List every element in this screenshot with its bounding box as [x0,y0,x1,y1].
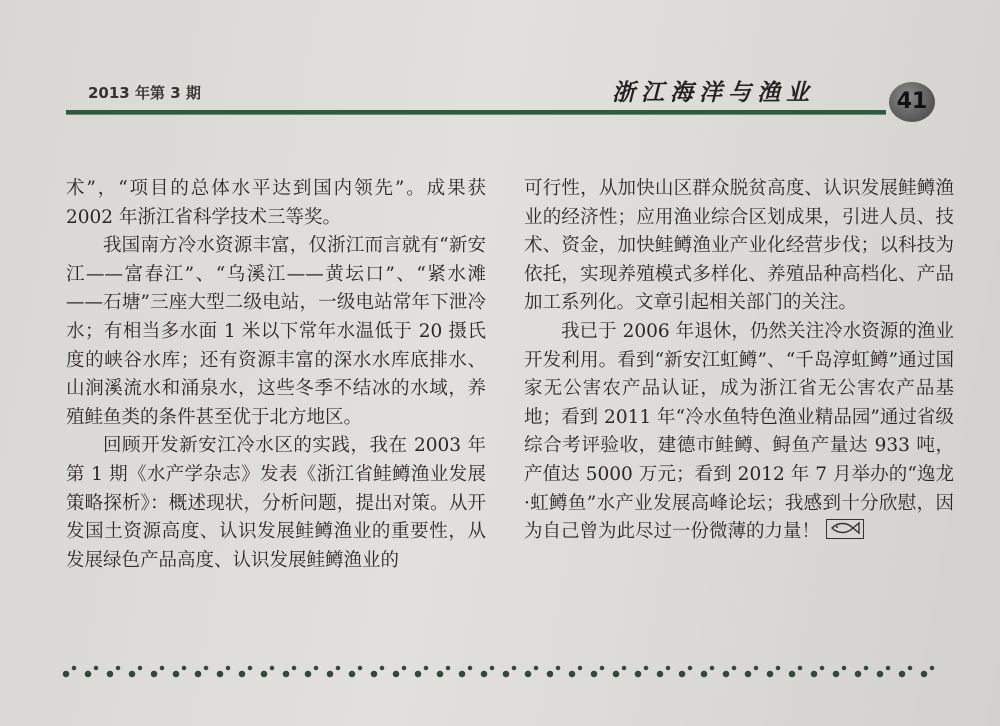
page-number-badge: 41 [889,82,935,122]
journal-title: 浙江海洋与渔业 [612,79,815,106]
right-column [524,175,954,547]
fish-end-mark-icon [826,519,864,539]
right-paragraph-1: 可行性，从加快山区群众脱贫高度、认识发展鲑鳟渔业的经济性；应用渔业综合区划成果，引进人员、技术、资金，加快鲑鳟渔业产业化经营步伐；以科技为依托，实现养殖模式多样化、养殖品种高档化、产品加工系列化。文章引起相关部门的关注。 [524,178,954,314]
ornamental-border-icon [60,660,940,684]
left-paragraph-3: 回顾开发新安江冷水区的实践，我在 2003 年第 1 期《水产学杂志》发表《浙江省鲑鳟渔业发展策略探析》：概述现状，分析问题，提出对策。从开发国土资源高度、认识发展鲑鳟渔业的重要性，从发展绿色产品高度、认识发展鲑鳟渔业的 [66,435,486,571]
left-paragraph-2: 我国南方冷水资源丰富，仅浙江而言就有“新安江——富春江”、“乌溪江——黄坛口”、“紧水滩——石塘”三座大型二级电站，一级电站常年下泄冷水；有相当多水面 1 米以下常年水温低于 20 摄氏度的峡谷水库；还有资源丰富的深水水库底排水、山涧溪流水和涌泉水，这些冬季不结冰的水域，养殖鲑鱼类的条件甚至优于北方地区。 [66,235,486,428]
right-paragraph-2-text: 我已于 2006 年退休，仍然关注冷水资源的渔业开发利用。看到“新安江虹鳟”、“千岛淳虹鳟”通过国家无公害农产品认证，成为浙江省无公害农产品基地；看到 2011 年“冷水鱼特色渔业精品园”通过省级综合考评验收，建德市鲑鳟、鲟鱼产量达 933 吨，产值达 5000 万元；看到 2012 年 7 月举办的“逸龙·虹鳟鱼”水产业发展高峰论坛；我感到十分欣慰，因为自己曾为此尽过一份微薄的力量！ [524,320,954,543]
left-column [66,175,486,575]
issue-label: 2013 年第 3 期 [88,84,201,102]
right-paragraph-2 [524,318,954,547]
header-divider [66,110,886,115]
left-paragraph-1: 术”，“项目的总体水平达到国内领先”。成果获2002 年浙江省科学技术三等奖。 [66,178,486,228]
